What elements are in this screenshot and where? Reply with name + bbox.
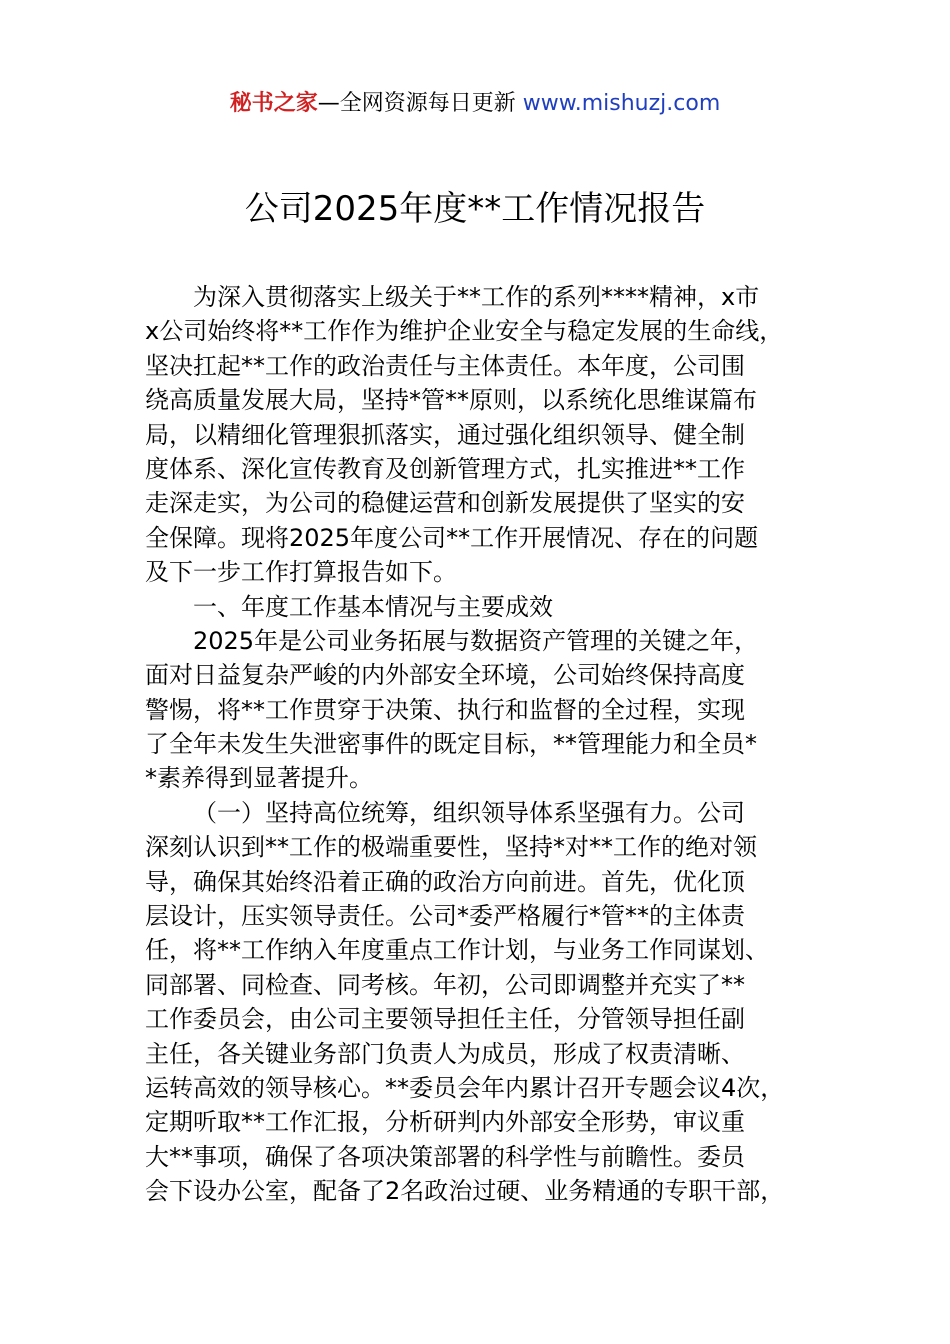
body-line: 走深走实，为公司的稳健运营和创新发展提供了坚实的安 (145, 489, 745, 518)
body-line: 工作委员会，由公司主要领导担任主任，分管领导担任副 (145, 1005, 745, 1034)
body-line: 深刻认识到**工作的极端重要性，坚持*对**工作的绝对领 (145, 833, 757, 862)
body-line: 同部署、同检查、同考核。年初，公司即调整并充实了** (145, 970, 745, 999)
body-line: 大**事项，确保了各项决策部署的科学性与前瞻性。委员 (145, 1142, 745, 1171)
body-line: 主任，各关键业务部门负责人为成员，形成了权责清晰、 (145, 1039, 745, 1068)
body-line: 2025年是公司业务拓展与数据资产管理的关键之年， (193, 626, 759, 655)
body-line: 面对日益复杂严峻的内外部安全环境，公司始终保持高度 (145, 661, 745, 690)
body-line: 全保障。现将2025年度公司**工作开展情况、存在的问题 (145, 523, 759, 552)
body-line: 警惕，将**工作贯穿于决策、执行和监督的全过程，实现 (145, 695, 745, 724)
body-line: 运转高效的领导核心。**委员会年内累计召开专题会议4次， (145, 1073, 785, 1102)
body-line: 及下一步工作打算报告如下。 (145, 558, 457, 587)
document-title: 公司2025年度**工作情况报告 (244, 189, 706, 229)
body-line: 层设计，压实领导责任。公司*委严格履行*管**的主体责 (145, 902, 745, 931)
body-line: 了全年未发生失泄密事件的既定目标，**管理能力和全员* (145, 730, 757, 759)
banner-brand: 秘书之家 (229, 91, 318, 116)
body-line: 一、年度工作基本情况与主要成效 (193, 592, 553, 621)
body-line: 局，以精细化管理狠抓落实，通过强化组织领导、健全制 (145, 420, 745, 449)
body-line: （一）坚持高位统筹，组织领导体系坚强有力。公司 (193, 798, 745, 827)
body-line: 坚决扛起**工作的政治责任与主体责任。本年度，公司围 (145, 351, 745, 380)
body-line: 绕高质量发展大局，坚持*管**原则，以系统化思维谋篇布 (145, 386, 757, 415)
body-line: *素养得到显著提升。 (145, 764, 373, 793)
banner-url-link[interactable]: www.mishuzj.com (522, 91, 721, 116)
body-line: 会下设办公室，配备了2名政治过硬、业务精通的专职干部， (145, 1177, 785, 1206)
body-line: 导，确保其始终沿着正确的政治方向前进。首先，优化顶 (145, 867, 745, 896)
body-line: 定期听取**工作汇报，分析研判内外部安全形势，审议重 (145, 1108, 745, 1137)
body-line: 度体系、深化宣传教育及创新管理方式，扎实推进**工作 (145, 454, 745, 483)
banner-slogan: —全网资源每日更新 (317, 91, 516, 116)
body-line: 任，将**工作纳入年度重点工作计划，与业务工作同谋划、 (145, 936, 769, 965)
body-line: 为深入贯彻落实上级关于**工作的系列****精神，x市 (193, 283, 760, 311)
body-line: x公司始终将**工作作为维护企业安全与稳定发展的生命线， (145, 317, 784, 346)
site-banner (0, 88, 950, 120)
document-body (145, 280, 810, 1209)
